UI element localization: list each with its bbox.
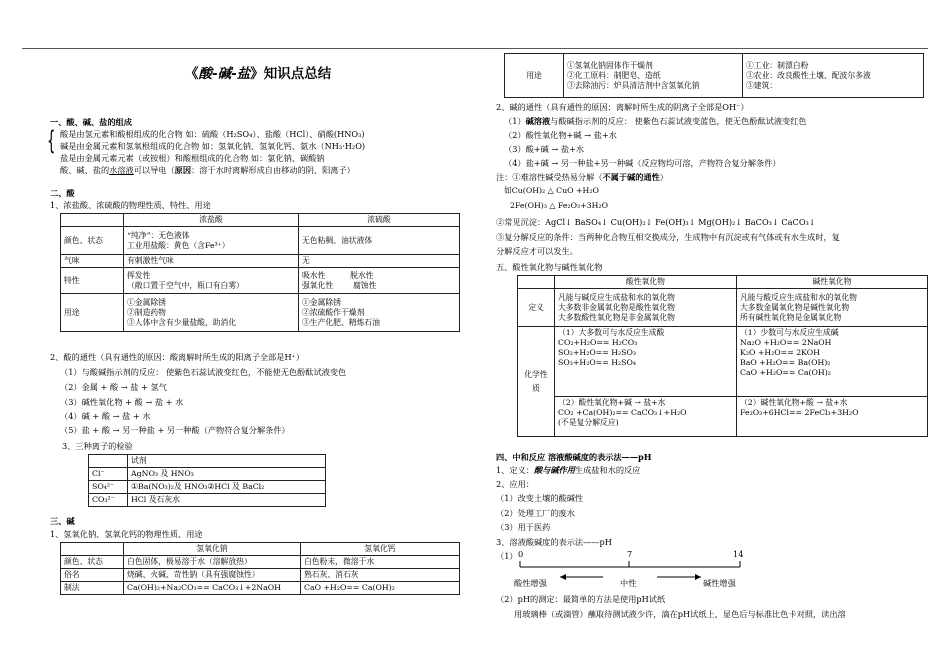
neutralization-definition: 1、定义：酸与碱作用生成盐和水的反应 — [496, 465, 641, 475]
ion-test-table — [88, 454, 326, 507]
oxide-table-header-basic: 碱性氧化物 — [737, 276, 928, 289]
ion-test-heading: 3、三种离子的检验 — [62, 441, 133, 451]
table-cell: 挥发性 （敞口置于空气中，瓶口有白雾） — [124, 268, 299, 294]
acid-general-properties-heading: 2、酸的通性（具有通性的原因：酸离解时所生成的阳离子全部是H⁺） — [50, 352, 305, 362]
table-cell: 熟石灰、消石灰 — [301, 569, 460, 582]
ph-item-index: （1） — [496, 551, 518, 561]
ion-table-header: 试剂 — [128, 455, 326, 468]
brace-glyph: { — [47, 126, 56, 156]
row-label: 制法 — [61, 582, 124, 595]
table-cell: （2）酸性氧化物+碱 → 盐+水 CO₂ +Ca(OH)₂== CaCO₃↓+H₂O (不是复分解反应) — [555, 397, 737, 437]
table-cell: （2）碱性氧化物+酸 → 盐+水 Fe₂O₃+6HCl== 2FeCl₃+3H₂O — [737, 397, 928, 437]
ph-scale-axis — [505, 557, 745, 597]
page-title: 《酸-碱-盐》知识点总结 — [185, 66, 332, 82]
ph-tick-14: 14 — [733, 549, 744, 559]
table-cell — [89, 455, 128, 468]
list-item: （2）处理工厂的废水 — [496, 508, 575, 518]
table-cell: ①金属除锈 ②制造药物 ③人体中含有少量盐酸，助消化 — [124, 294, 299, 332]
row-label: 气味 — [61, 255, 124, 268]
section-1-heading: 一、酸、碱、盐的组成 — [50, 117, 132, 127]
base-table-corner — [61, 543, 124, 556]
row-label: 用途 — [61, 294, 124, 332]
decomposition-equation: 如Cu(OH)₂ △ CuO +H₂O — [504, 186, 599, 195]
list-item: （2）酸性氧化物+碱 → 盐+水 — [504, 130, 617, 140]
table-cell: 凡能与碱反应生成盐和水的氧化物 大多数非金属氧化物是酸性氧化物 大多数酸性氧化物是非金属氧化物 — [555, 289, 737, 327]
ph-acid-label: 酸性增强 — [514, 578, 547, 588]
table-cell: Ca(OH)₂+Na₂CO₃== CaCO₃↓+2NaOH — [124, 582, 301, 595]
ph-base-label: 碱性增强 — [703, 578, 736, 588]
table-cell: 无色粘稠、油状液体 — [299, 227, 460, 255]
table-cell: “纯净”：无色液体 工业用盐酸：黄色（含Fe³⁺） — [124, 227, 299, 255]
oxide-table-header-acidic: 酸性氧化物 — [555, 276, 737, 289]
acid-table-corner — [61, 214, 124, 227]
table-cell: 无 — [299, 255, 460, 268]
base-uses-table — [504, 53, 924, 98]
table-cell: （1）少数可与水反应生成碱 Na₂O +H₂O== 2NaOH K₂O +H₂O== 2KOH BaO +H₂O== Ba(OH)₂ CaO +H₂O== Ca(OH)₂ — [737, 327, 928, 397]
table-cell: ①金属除锈 ②浓硫酸作干燥剂 ③生产化肥、精炼石油 — [299, 294, 460, 332]
row-label: 俗名 — [61, 569, 124, 582]
list-item: （3）用于医药 — [496, 522, 551, 532]
table-cell: 烧碱、火碱、苛性钠（具有强腐蚀性） — [124, 569, 301, 582]
section-4-heading: 四、中和反应 溶液酸碱度的表示法——pH — [496, 452, 652, 462]
acid-properties-table — [60, 213, 460, 332]
row-label: 特性 — [61, 268, 124, 294]
row-label: 颜色、状态 — [61, 556, 124, 569]
list-item: （1）与酸碱指示剂的反应： 使紫色石蕊试液变红色，不能使无色酚酞试液变色 — [60, 367, 347, 377]
table-cell: CaO +H₂O== Ca(OH)₂ — [301, 582, 460, 595]
reagent-cell: AgNO₃ 及 HNO₃ — [128, 468, 326, 481]
list-item: （1）改变土壤的酸碱性 — [496, 493, 584, 503]
list-item: （4）碱 + 酸 → 盐 + 水 — [60, 411, 151, 421]
applications-heading: 2、应用： — [496, 479, 534, 489]
table-cell: 白色固体，极易溶于水（溶解放热） — [124, 556, 301, 569]
list-item: （1）碱溶液与酸碱指示剂的反应： 使紫色石蕊试液变蓝色，使无色酚酞试液变红色 — [504, 116, 807, 126]
list-item: （4）盐+碱 → 另一种盐+另一种碱（反应物均可溶，产物符合复分解条件） — [504, 158, 781, 168]
ph-tick-7: 7 — [627, 549, 633, 559]
base-table-header-caoh2: 氢氧化钙 — [301, 543, 460, 556]
table-cell: 有刺激性气味 — [124, 255, 299, 268]
section-3-1-heading: 1、氢氧化钠、氢氧化钙的物理性质、用途 — [50, 529, 203, 539]
list-item: （3）酸+碱 → 盐+水 — [504, 144, 585, 154]
list-item: （5）盐 + 酸 → 另一种盐 + 另一种酸（产物符合复分解条件） — [60, 425, 290, 435]
double-decomposition-note: 分解反应才可以发生。 — [496, 246, 578, 256]
reagent-cell: ①Ba(NO₃)₂及 HNO₃②HCl 及 BaCl₂ — [128, 481, 326, 494]
section-3-heading: 三、碱 — [50, 516, 75, 526]
ph-measurement-detail: 用玻璃棒（或滴管）蘸取待测试液少许，滴在pH试纸上，显色后与标准比色卡对照，读出溶 — [514, 609, 846, 619]
reagent-cell: HCl 及石灰水 — [128, 494, 326, 507]
list-item: （3）碱性氧化物 + 酸 → 盐 + 水 — [60, 397, 184, 407]
base-definition: 碱是由金属元素和氢氧根组成的化合物 如：氢氧化钠、氢氧化钙、氨水（NH₃·H₂O) — [60, 141, 366, 151]
acid-definition: 酸是由氢元素和酸根组成的化合物 如：硫酸（H₂SO₄）、盐酸（HCl）、硝酸(HNO₃) — [60, 129, 365, 139]
row-label: 用途 — [505, 54, 564, 98]
section-2-heading: 二、酸 — [50, 188, 75, 198]
section-5-heading: 五、酸性氧化物与碱性氧化物 — [496, 262, 603, 272]
ph-measurement: （2）pH的测定：最简单的方法是使用pH试纸 — [496, 594, 666, 604]
acid-table-header-h2so4: 浓硫酸 — [299, 214, 460, 227]
salt-definition: 盐是由金属元素元素（或铵根）和酸根组成的化合物 如：氯化钠、碳酸钠 — [60, 153, 325, 163]
row-label: 颜色、状态 — [61, 227, 124, 255]
base-table-header-naoh: 氢氧化钠 — [124, 543, 301, 556]
list-item: （2）金属 + 酸 → 盐 + 氢气 — [60, 382, 167, 392]
ph-tick-0: 0 — [518, 549, 524, 559]
table-cell: 白色粉末，微溶于水 — [301, 556, 460, 569]
ph-heading: 3、溶液酸碱度的表示法——pH — [496, 537, 612, 547]
ion-cell: CO₃²⁻ — [89, 494, 128, 507]
table-cell: ①工业：制漂白粉 ②农业：改良酸性土壤、配波尔多液 ③建筑： — [743, 54, 924, 98]
oxides-table — [517, 275, 928, 437]
table-cell: ①氢氧化钠固体作干燥剂 ②化工原料：制肥皂、造纸 ③去除油污：炉具清洁剂中含氢氧化钠 — [564, 54, 743, 98]
decomposition-equation: 2Fe(OH)₃ △ Fe₂O₃+3H₂O — [510, 201, 608, 210]
ion-cell: SO₄²⁻ — [89, 481, 128, 494]
page-top-rule — [22, 48, 928, 49]
base-general-properties-heading: 2、碱的通性（具有通性的原因：离解时所生成的阴离子全部是OH⁻） — [496, 102, 749, 112]
note-1: 注：①难溶性碱受热易分解（不属于碱的通性） — [496, 172, 668, 182]
row-label: 定义 — [518, 289, 555, 327]
ph-neutral-label: 中性 — [620, 578, 637, 588]
ion-cell: Cl⁻ — [89, 468, 128, 481]
acid-table-header-hcl: 浓盐酸 — [124, 214, 299, 227]
section-2-1-heading: 1、浓盐酸、浓硫酸的物理性质、特性、用途 — [50, 200, 211, 210]
table-cell: 吸水性 脱水性 强氧化性 腐蚀性 — [299, 268, 460, 294]
oxide-table-corner — [518, 276, 555, 289]
table-cell: （1）大多数可与水反应生成酸 CO₂+H₂O== H₂CO₃ SO₂+H₂O== H₂SO₃ SO₃+H₂O== H₂SO₄ — [555, 327, 737, 397]
double-decomposition-note: ③复分解反应的条件：当两种化合物互相交换成分，生成物中有沉淀或有气体或有水生成时，复 — [496, 232, 840, 242]
base-properties-table — [60, 542, 460, 595]
row-label: 化学性质 — [518, 327, 555, 437]
table-cell: 凡能与酸反应生成盐和水的氧化物 大多数金属氧化物是碱性氧化物 所有碱性氧化物是金属氧化物 — [737, 289, 928, 327]
conductivity-note: 酸、碱、盐的水溶液可以导电（原因：溶于水时离解形成自由移动的阴、阳离子） — [60, 165, 355, 175]
precipitates-note: ②常见沉淀：AgCl↓ BaSO₄↓ Cu(OH)₂↓ Fe(OH)₃↓ Mg(OH)₂↓ BaCO₃↓ CaCO₃↓ — [496, 217, 816, 227]
